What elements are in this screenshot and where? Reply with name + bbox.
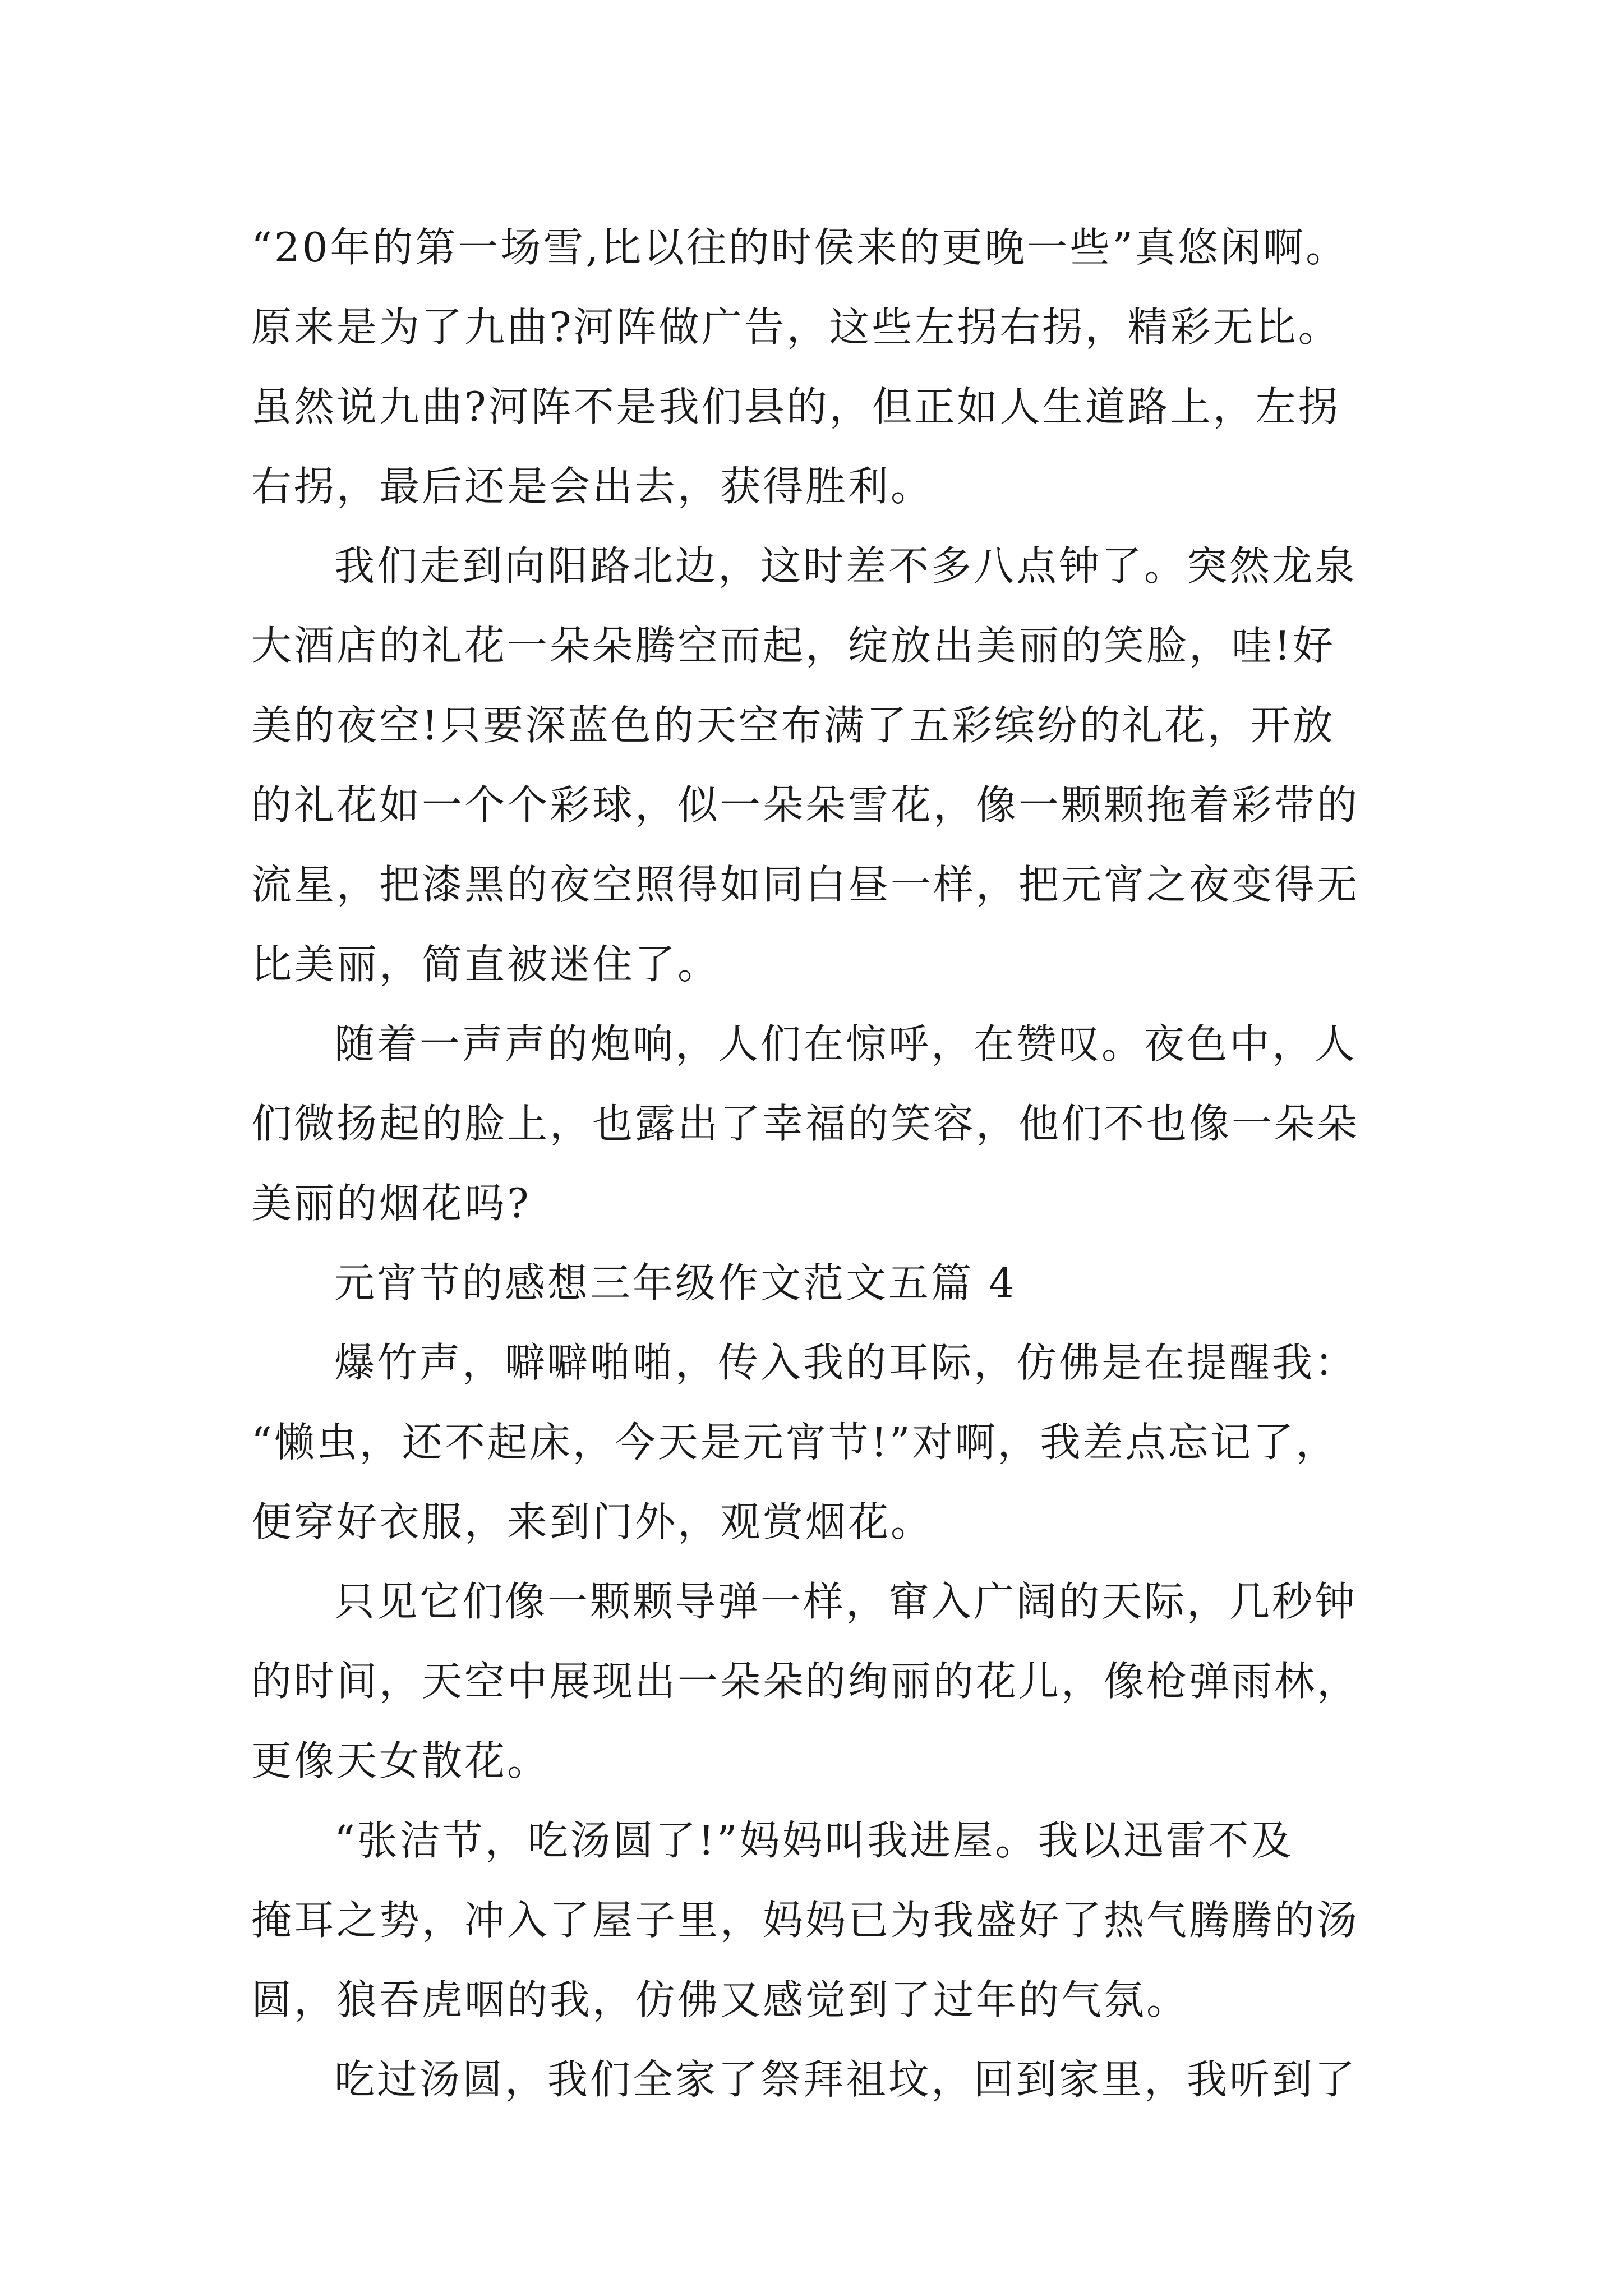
text-line: 圆，狼吞虎咽的我，仿佛又感觉到了过年的气氛。 (251, 1976, 1189, 2023)
text-line: 虽然说九曲?河阵不是我们县的，但正如人生道路上，左拐 (251, 383, 1341, 430)
text-line: 右拐，最后还是会出去，获得胜利。 (251, 463, 934, 510)
text-line: 更像天女散花。 (251, 1737, 550, 1784)
text-line: 爆竹声，噼噼啪啪，传入我的耳际，仿佛是在提醒我： (334, 1339, 1358, 1386)
text-line: 美的夜空!只要深蓝色的天空布满了五彩缤纷的礼花，开放 (251, 702, 1335, 749)
essay-body (251, 208, 1401, 2119)
text-line: 流星，把漆黑的夜空照得如同白昼一样，把元宵之夜变得无 (251, 861, 1360, 908)
text-line: 元宵节的感想三年级作文范文五篇 4 (334, 1259, 1017, 1306)
text-line: 的礼花如一个个彩球，似一朵朵雪花，像一颗颗拖着彩带的 (251, 781, 1360, 829)
text-line: “懒虫，还不起床，今天是元宵节!”对啊，我差点忘记了， (251, 1419, 1339, 1466)
text-line: 便穿好衣服，来到门外，观赏烟花。 (251, 1498, 934, 1545)
text-line: 大酒店的礼花一朵朵腾空而起，绽放出美丽的笑脸，哇!好 (251, 622, 1335, 669)
text-line: 比美丽，简直被迷住了。 (251, 941, 721, 988)
text-line: 们微扬起的脸上，也露出了幸福的笑容，他们不也像一朵朵 (251, 1100, 1360, 1147)
text-line: 随着一声声的炮响，人们在惊呼，在赞叹。夜色中，人 (334, 1020, 1358, 1068)
text-line: 只见它们像一颗颗导弹一样，窜入广阔的天际，几秒钟 (334, 1578, 1358, 1625)
text-line: 我们走到向阳路北边，这时差不多八点钟了。突然龙泉 (334, 542, 1358, 590)
text-line: 原来是为了九曲?河阵做广告，这些左拐右拐，精彩无比。 (251, 303, 1341, 351)
text-line: 的时间，天空中展现出一朵朵的绚丽的花儿，像枪弹雨林， (251, 1658, 1360, 1705)
text-line: “张洁节，吃汤圆了!”妈妈叫我进屋。我以迅雷不及 (334, 1817, 1294, 1864)
text-line: 吃过汤圆，我们全家了祭拜祖坟，回到家里，我听到了 (334, 2056, 1358, 2103)
text-line: 美丽的烟花吗? (251, 1180, 531, 1227)
text-line: “20年的第一场雪,比以往的时侯来的更晚一些”真悠闲啊。 (251, 224, 1349, 271)
text-line: 掩耳之势，冲入了屋子里，妈妈已为我盛好了热气腾腾的汤 (251, 1897, 1360, 1944)
